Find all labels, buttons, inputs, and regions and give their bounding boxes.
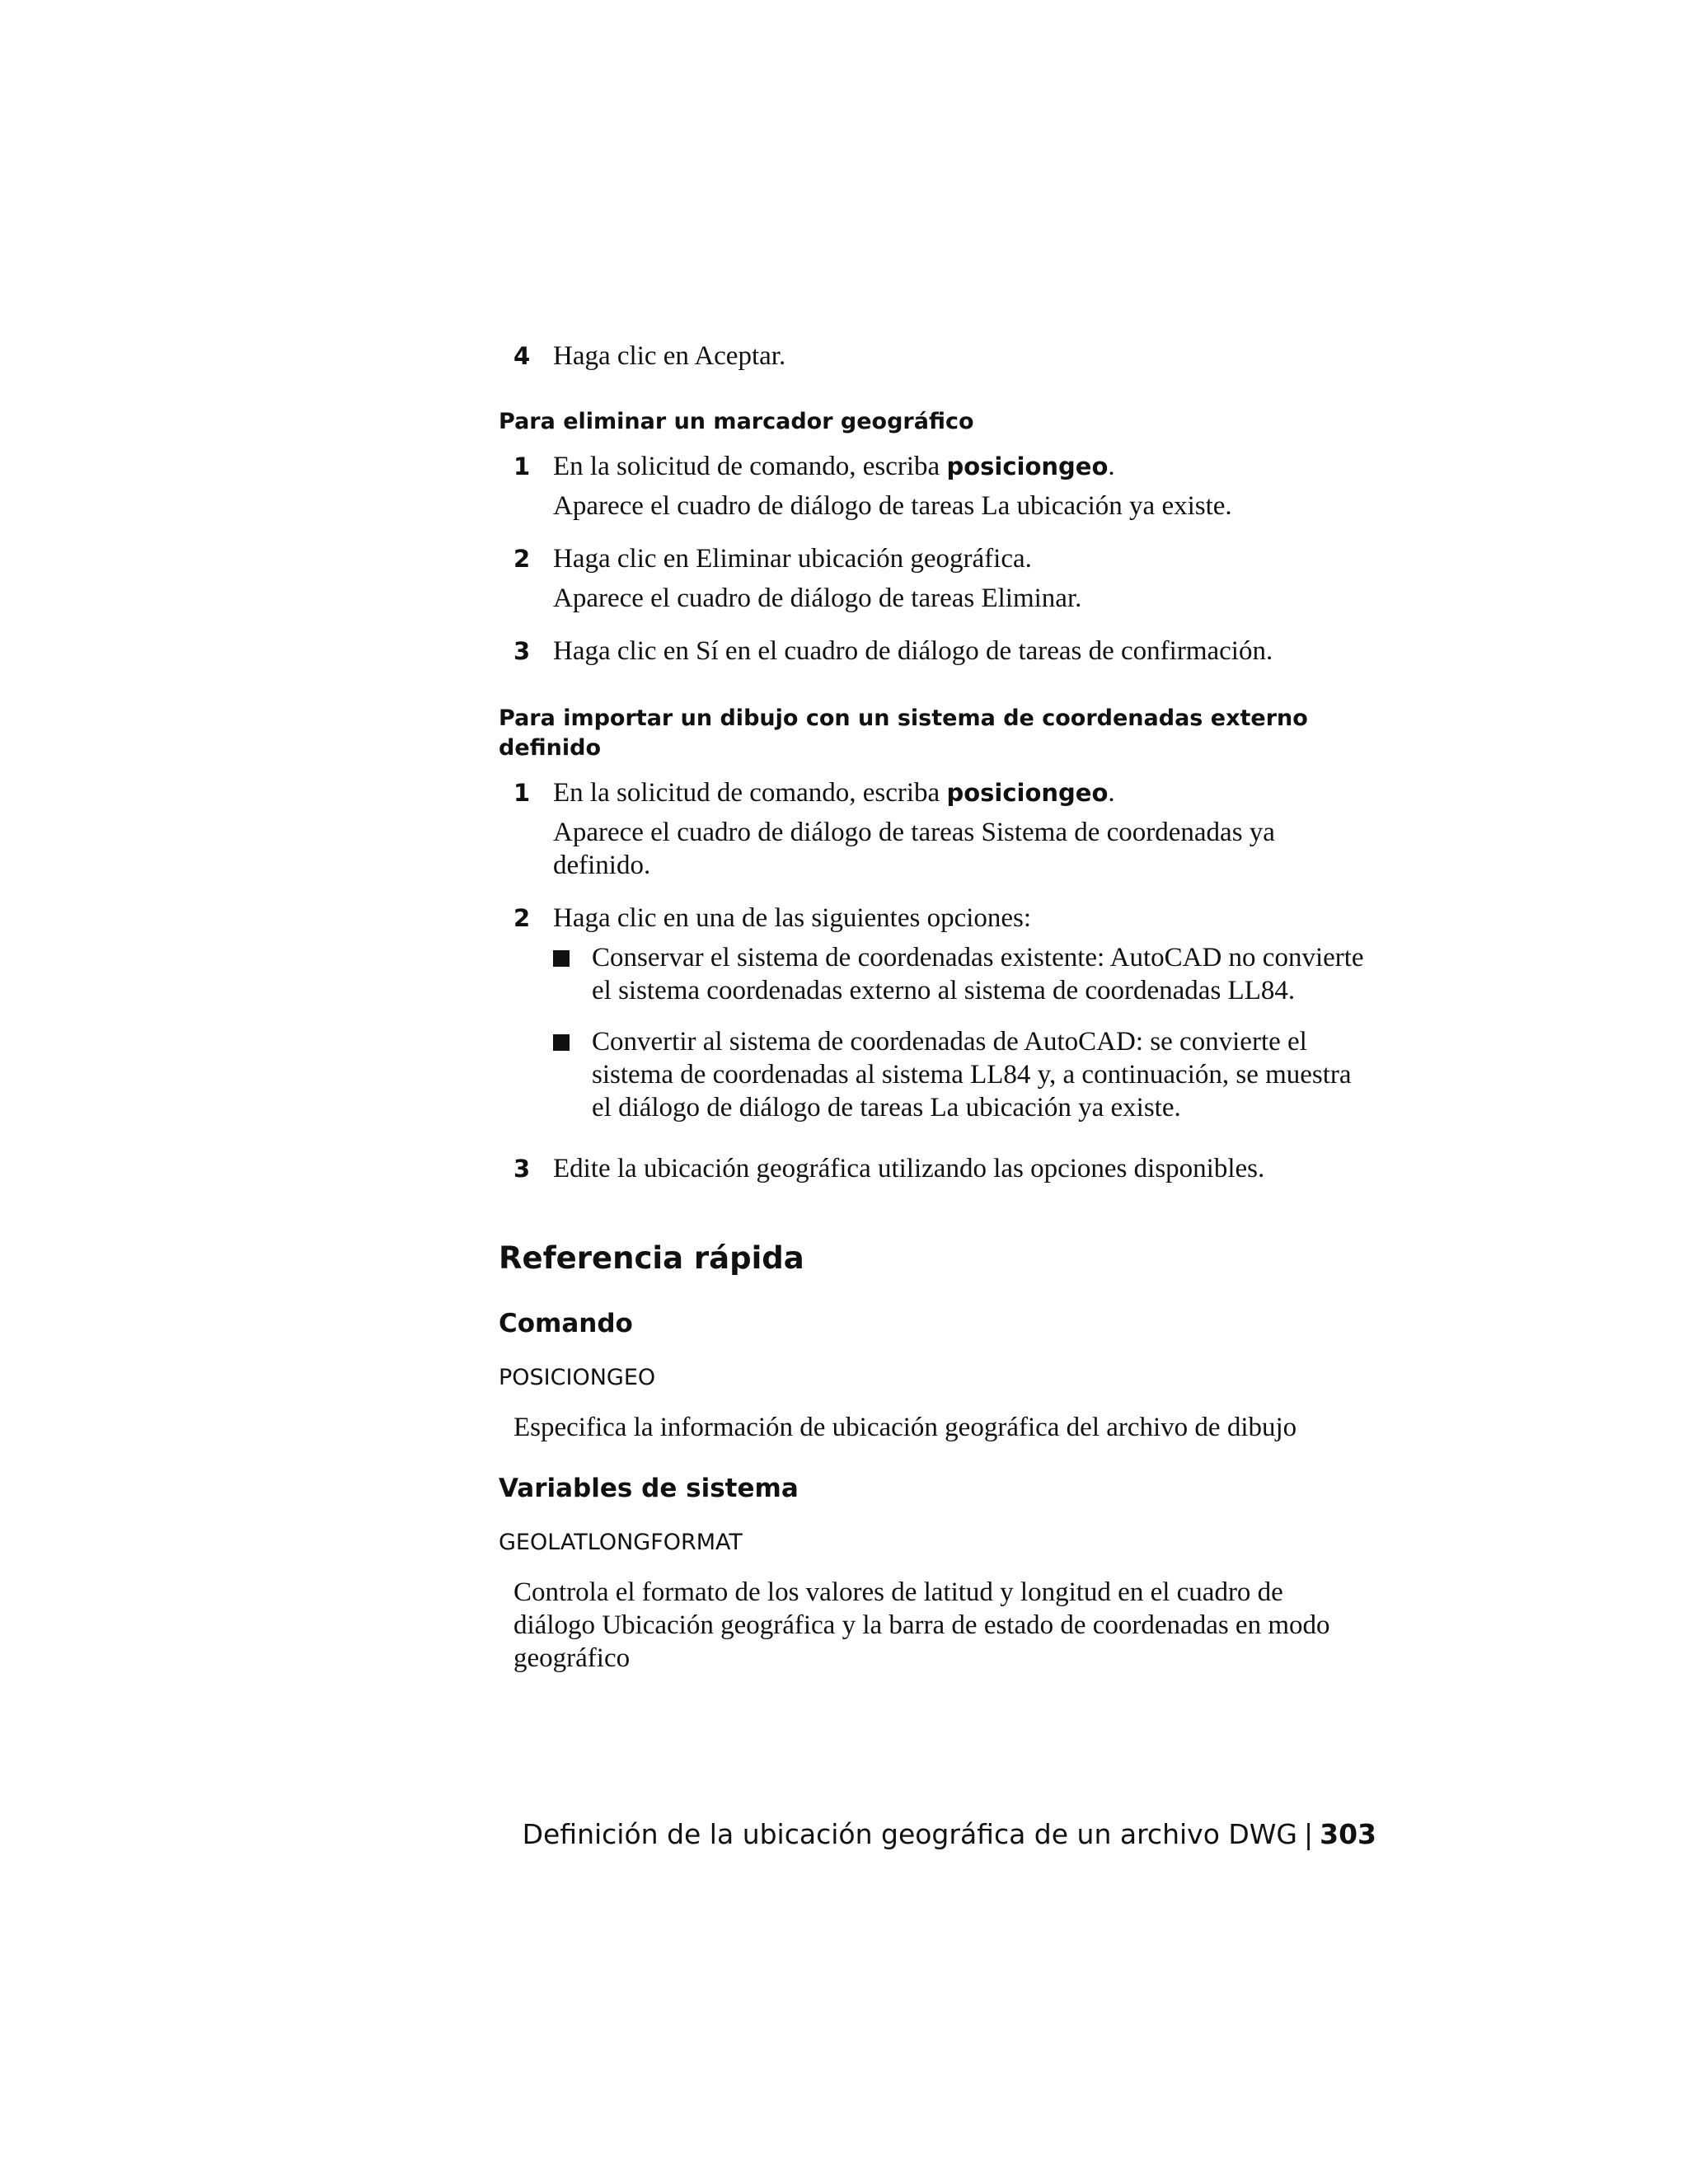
- sysvar-description: [499, 1576, 1376, 1675]
- step-text: [553, 450, 1376, 483]
- import-step-1: [499, 776, 1376, 882]
- description-line: diálogo Ubicación geográfica y la barra de estado de coordenadas en modo: [513, 1610, 1330, 1640]
- command-keyword: posiciongeo: [946, 452, 1109, 480]
- step-text: Haga clic en Aceptar.: [553, 341, 786, 371]
- option-line: Conservar el sistema de coordenadas existente: AutoCAD no convierte: [592, 943, 1364, 972]
- intro-step: [499, 340, 1376, 373]
- page-footer: [495, 1817, 1376, 1852]
- delete-step-2: [499, 542, 1376, 615]
- step-text-before: En la solicitud de comando, escriba: [553, 778, 947, 808]
- step-number: 1: [513, 779, 531, 807]
- import-step-2: [499, 902, 1376, 1124]
- import-step-3: [499, 1152, 1376, 1185]
- step-result: Aparece el cuadro de diálogo de tareas Eliminar.: [553, 583, 1082, 613]
- square-bullet-icon: [553, 1034, 570, 1051]
- step-text: Haga clic en una de las siguientes opciones:: [553, 903, 1032, 933]
- sysvar-name: GEOLATLONGFORMAT: [499, 1530, 743, 1555]
- description-line: geográfico: [513, 1643, 631, 1673]
- delete-step-1: [499, 450, 1376, 523]
- command-heading: Comando: [499, 1309, 633, 1338]
- step-number: 2: [513, 545, 531, 573]
- step-number: 3: [513, 1155, 531, 1183]
- procedure-heading-import: Para importar un dibujo con un sistema de coordenadas externo definido: [499, 705, 1308, 761]
- footer-separator: |: [1303, 1818, 1314, 1850]
- step-text: [553, 776, 1376, 809]
- square-bullet-icon: [553, 950, 570, 967]
- step-text-after: .: [1108, 778, 1115, 808]
- step-number: 1: [513, 452, 531, 480]
- command-name: POSICIONGEO: [499, 1365, 656, 1390]
- step-text: Haga clic en Sí en el cuadro de diálogo de tareas de confirmación.: [553, 636, 1273, 666]
- footer-title: Definición de la ubicación geográfica de un archivo DWG: [522, 1818, 1297, 1850]
- sysvar-heading: Variables de sistema: [499, 1474, 799, 1503]
- list-item: [553, 1025, 1376, 1124]
- option-line: el diálogo de diálogo de tareas La ubicación ya existe.: [592, 1093, 1181, 1122]
- step-text-after: .: [1108, 452, 1115, 481]
- description-line: Controla el formato de los valores de latitud y longitud en el cuadro de: [513, 1577, 1283, 1607]
- step-number: 4: [513, 342, 531, 370]
- step-text: Haga clic en Eliminar ubicación geográfica.: [553, 544, 1032, 574]
- command-description: Especifica la información de ubicación geográfica del archivo de dibujo: [513, 1413, 1297, 1442]
- command-keyword: posiciongeo: [946, 779, 1109, 807]
- section-title: Referencia rápida: [499, 1240, 804, 1276]
- step-number: 3: [513, 637, 531, 665]
- option-line: el sistema coordenadas externo al sistema de coordenadas LL84.: [592, 976, 1296, 1005]
- procedure-heading-delete: Para eliminar un marcador geográfico: [499, 409, 974, 434]
- step-result: Aparece el cuadro de diálogo de tareas Sistema de coordenadas ya definido.: [553, 818, 1275, 880]
- option-line: Convertir al sistema de coordenadas de AutoCAD: se convierte el: [592, 1027, 1307, 1057]
- list-item: [553, 941, 1376, 1007]
- page-content: [499, 340, 1376, 1675]
- options-list: [553, 941, 1376, 1124]
- step-result: Aparece el cuadro de diálogo de tareas La ubicación ya existe.: [553, 491, 1232, 521]
- step-number: 2: [513, 904, 531, 932]
- page-number: 303: [1320, 1818, 1376, 1850]
- option-line: sistema de coordenadas al sistema LL84 y, a continuación, se muestra: [592, 1060, 1352, 1090]
- step-text: Edite la ubicación geográfica utilizando las opciones disponibles.: [553, 1154, 1265, 1183]
- delete-step-3: [499, 635, 1376, 668]
- step-text-before: En la solicitud de comando, escriba: [553, 452, 947, 481]
